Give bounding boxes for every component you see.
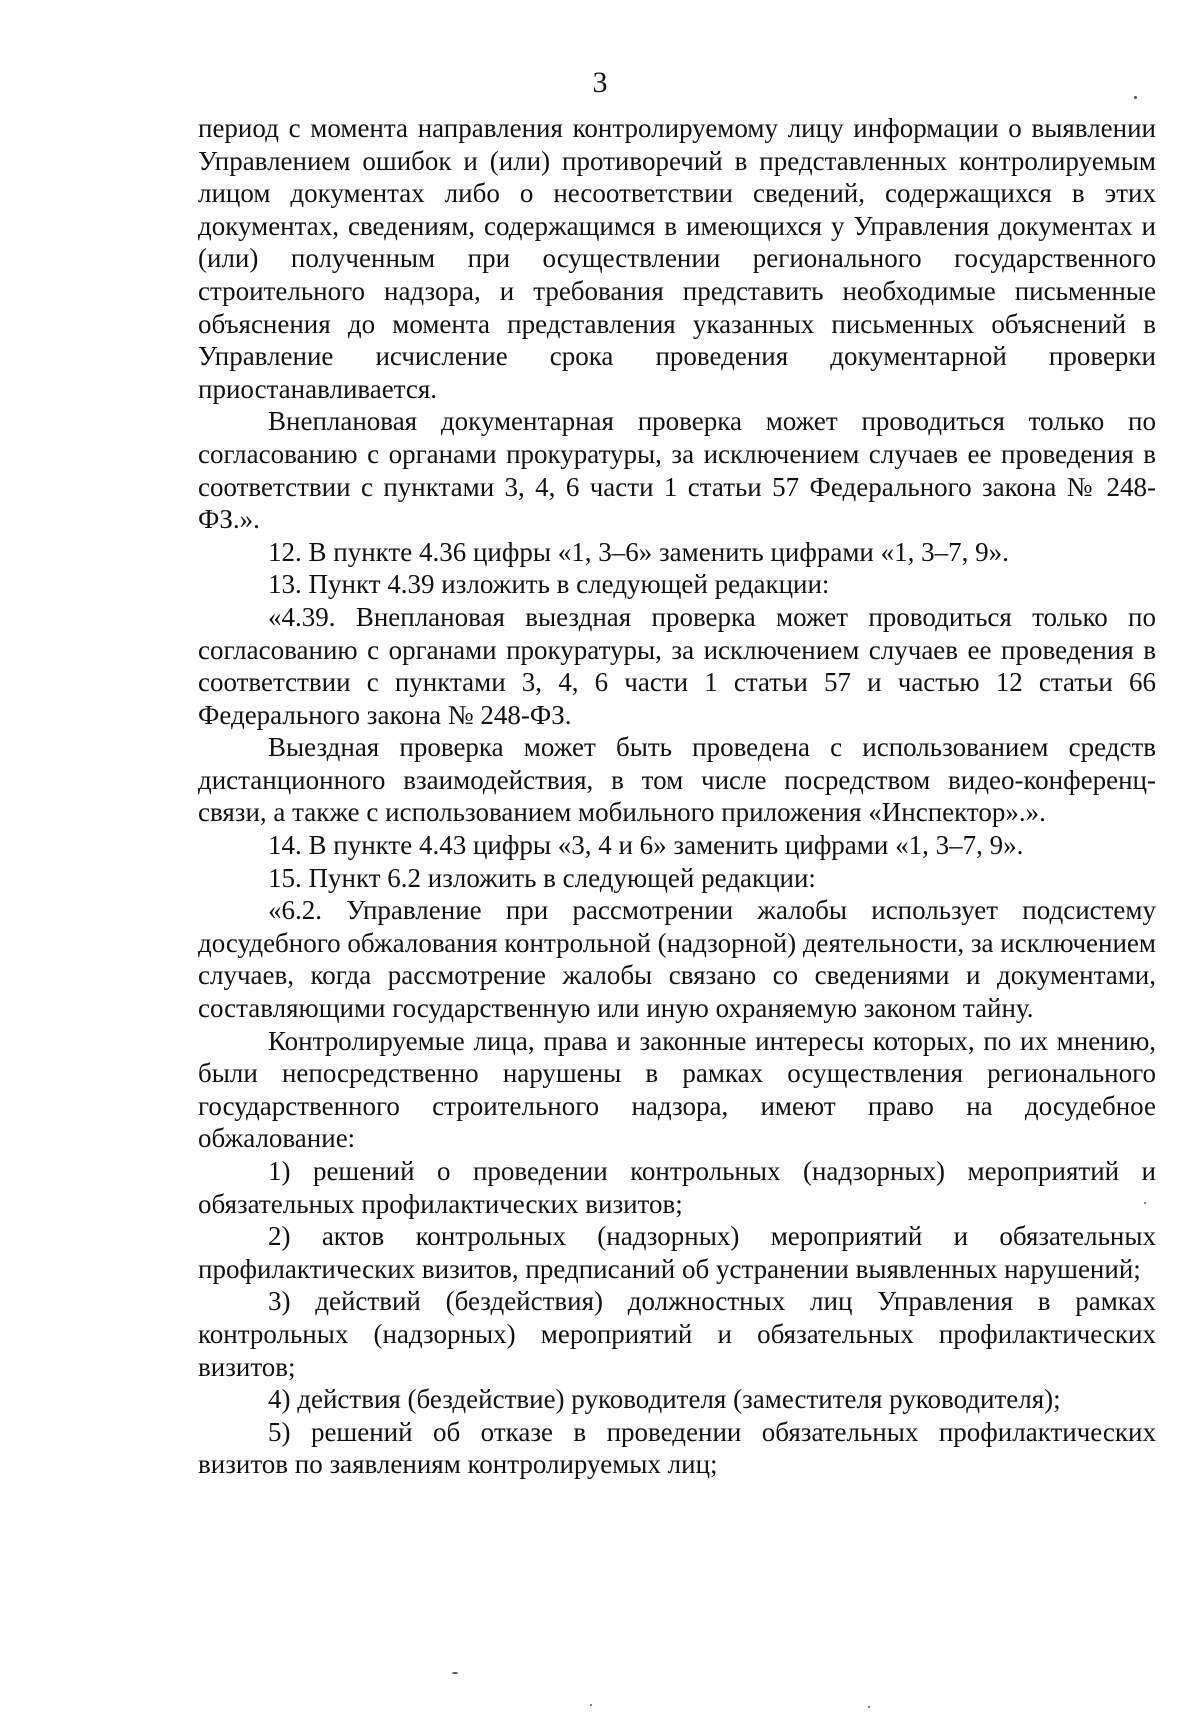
- list-item-2: 2) актов контрольных (надзорных) мероприятий и обязательных профилактических визитов, предписаний об устранении выявленных нарушений;: [198, 1221, 1156, 1284]
- scan-speck: [1134, 96, 1137, 99]
- paragraph-clause-6-2: «6.2. Управление при рассмотрении жалобы использует подсистему досудебного обжалования контрольной (надзорной) деятельности, за исключением случаев, когда рассмотрение жалобы связано со сведениями и документами, составляющими государственную или иную охраняемую законом тайну.: [198, 895, 1156, 1024]
- list-item-4: 4) действия (бездействие) руководителя (заместителя руководителя);: [268, 1384, 1061, 1415]
- paragraph-remote-inspection: Выездная проверка может быть проведена с использованием средств дистанционного взаимодействия, в том числе посредством видео-конференц-связи, а также с использованием мобильного приложения «Инспектор».».: [198, 732, 1156, 828]
- scan-speck: [590, 1704, 592, 1706]
- list-item-5: 5) решений об отказе в проведении обязательных профилактических визитов по заявлениям контролируемых лиц;: [198, 1416, 1156, 1480]
- page-number: 3: [592, 66, 608, 99]
- list-item-1: 1) решений о проведении контрольных (надзорных) мероприятий и обязательных профилактических визитов;: [198, 1156, 1156, 1219]
- scan-speck: [1144, 1202, 1146, 1204]
- paragraph-controlled-persons: Контролируемые лица, права и законные интересы которых, по их мнению, были непосредственно нарушены в рамках осуществления регионального государственного строительного надзора, имеют право на досудебное обжалование:: [198, 1025, 1156, 1154]
- paragraph-unscheduled-documentary-check: Внеплановая документарная проверка может проводиться только по согласованию с органами прокуратуры, за исключением случаев ее проведения в соответствии с пунктами 3, 4, 6 части 1 статьи 57 Федерального закона № 248-ФЗ.».: [198, 406, 1156, 535]
- paragraph-clause-4-39: «4.39. Внеплановая выездная проверка может проводиться только по согласованию с органами прокуратуры, за исключением случаев ее проведения в соответствии с пунктами 3, 4, 6 части 1 статьи 57 и частью 12 статьи 66 Федерального закона № 248-ФЗ.: [198, 601, 1156, 730]
- scan-speck: [452, 1672, 458, 1674]
- paragraph-item-13: 13. Пункт 4.39 изложить в следующей редакции:: [268, 569, 830, 600]
- paragraph-item-14: 14. В пункте 4.43 цифры «3, 4 и 6» заменить цифрами «1, 3–7, 9».: [268, 830, 1024, 861]
- paragraph-item-15: 15. Пункт 6.2 изложить в следующей редакции:: [268, 862, 816, 893]
- paragraph-continuation: период с момента направления контролируемому лицу информации о выявлении Управлением ошибок и (или) противоречий в представленных контролируемым лицом документах либо о несоответствии сведений, содержащихся в этих документах, сведениям, содержащимся в имеющихся у Управления документах и (или) полученным при осуществлении регионального государственного строительного надзора, и требования представить необходимые письменные объяснения до момента представления указанных письменных объяснений в Управление исчисление срока проведения документарной проверки приостанавливается.: [198, 113, 1156, 404]
- list-item-3: 3) действий (бездействия) должностных лиц Управления в рамках контрольных (надзорных) мероприятий и обязательных профилактических визитов;: [198, 1286, 1156, 1382]
- document-body: [198, 112, 1156, 1481]
- scan-speck: [868, 1706, 870, 1708]
- paragraph-item-12: 12. В пункте 4.36 цифры «1, 3–6» заменить цифрами «1, 3–7, 9».: [268, 536, 1009, 567]
